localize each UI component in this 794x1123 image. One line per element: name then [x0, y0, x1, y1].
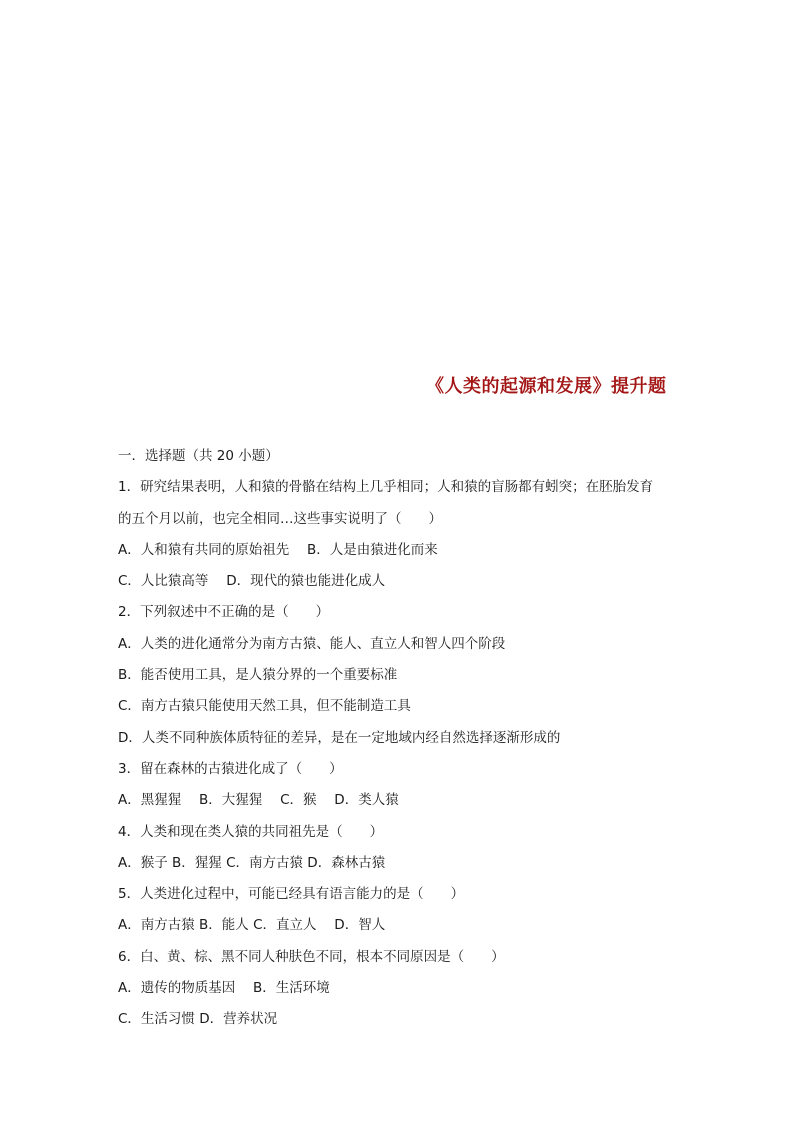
question-4-stem: 4．人类和现在类人猿的共同祖先是（ ）: [118, 823, 384, 840]
question-1-stem-continued: 的五个月以前，也完全相同…这些事实说明了（ ）: [118, 510, 442, 527]
question-6-stem: 6．白、黄、棕、黑不同人种肤色不同，根本不同原因是（ ）: [118, 948, 505, 965]
question-6-options-ab: A．遗传的物质基因 B．生活环境: [118, 980, 330, 997]
question-3-options: A．黑猩猩 B．大猩猩 C．猴 D．类人猿: [118, 792, 399, 809]
document-title: 《人类的起源和发展》提升题: [426, 376, 667, 397]
question-6-options-cd: C．生活习惯 D．营养状况: [118, 1011, 278, 1028]
question-2-option-d: D．人类不同种族体质特征的差异，是在一定地域内经自然选择逐渐形成的: [118, 729, 561, 746]
question-2-option-b: B．能否使用工具，是人猿分界的一个重要标准: [118, 667, 398, 684]
question-2-stem: 2．下列叙述中不正确的是（ ）: [118, 604, 330, 621]
question-2-option-a: A．人类的进化通常分为南方古猿、能人、直立人和智人四个阶段: [118, 635, 506, 652]
question-4-options: A．猴子 B．猩猩 C．南方古猿 D．森林古猿: [118, 854, 386, 871]
question-1-stem: 1．研究结果表明，人和猿的骨骼在结构上几乎相同；人和猿的盲肠都有蚓突；在胚胎发育: [118, 479, 654, 496]
section-heading: 一．选择题（共 20 小题）: [118, 448, 279, 464]
question-5-stem: 5．人类进化过程中，可能已经具有语言能力的是（ ）: [118, 886, 465, 903]
question-5-options: A．南方古猿 B．能人 C．直立人 D．智人: [118, 917, 386, 934]
question-2-option-c: C．南方古猿只能使用天然工具，但不能制造工具: [118, 698, 411, 715]
question-3-stem: 3．留在森林的古猿进化成了（ ）: [118, 760, 343, 777]
question-1-options-cd: C．人比猿高等 D．现代的猿也能进化成人: [118, 573, 386, 590]
question-1-options-ab: A．人和猿有共同的原始祖先 B．人是由猿进化而来: [118, 541, 438, 558]
question-list: [118, 441, 688, 1036]
